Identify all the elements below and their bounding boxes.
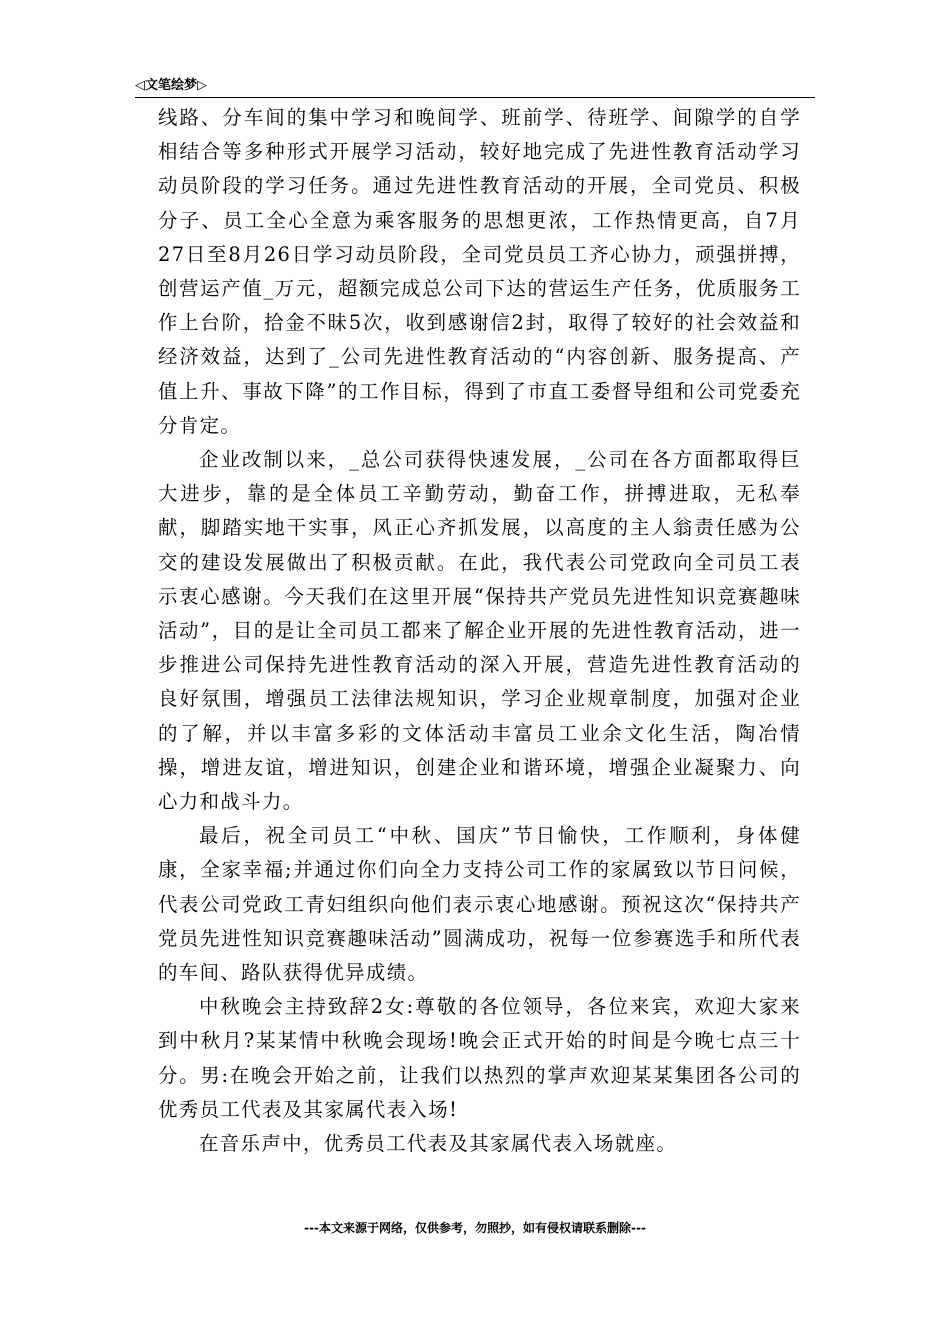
paragraph-5: 在音乐声中，优秀员工代表及其家属代表入场就座。 — [199, 1132, 678, 1156]
document-body — [158, 101, 801, 1161]
page-footer: ---本文来源于网络，仅供参考，勿照抄，如有侵权请联系删除--- — [304, 1221, 646, 1235]
header-divider — [135, 97, 815, 98]
paragraph-2: 企业改制以来，_总公司获得快速发展，_公司在各方面都取得巨大进步，靠的是全体员工辛勤劳动，勤奋工作，拼搏进取，无私奉献，脚踏实地干实事，风正心齐抓发展，以高度的主人翁责任感为公交的建设发展做出了积极贡献。在此，我代表公司党政向全司员工表示衷心感谢。今天我们在这里开展“保持共产党员先进性知识竞赛趣味活动”，目的是让全司员工都来了解企业开展的先进性教育活动，进一步推进公司保持先进性教育活动的深入开展，营造先进性教育活动的良好氛围，增强员工法律法规知识，学习企业规章制度，加强对企业的了解，并以丰富多彩的文体活动丰富员工业余文化生活，陶冶情操，增进友谊，增进知识，创建企业和谐环境，增强企业凝聚力、向心力和战斗力。 — [158, 448, 801, 814]
paragraph-4: 中秋晚会主持致辞2女:尊敬的各位领导，各位来宾，欢迎大家来到中秋月?某某情中秋晚会现场!晚会正式开始的时间是今晚七点三十分。男:在晚会开始之前，让我们以热烈的掌声欢迎某某集团各公司的优秀员工代表及其家属代表入场! — [158, 995, 801, 1121]
paragraph-1: 线路、分车间的集中学习和晚间学、班前学、待班学、间隙学的自学相结合等多种形式开展学习活动，较好地完成了先进性教育活动学习动员阶段的学习任务。通过先进性教育活动的开展，全司党员、积极分子、员工全心全意为乘客服务的思想更浓，工作热情更高，自7月27日至8月26日学习动员阶段，全司党员员工齐心协力，顽强拼搏，创营运产值_万元，超额完成总公司下达的营运生产任务，优质服务工作上台阶，拾金不昧5次，收到感谢信2封，取得了较好的社会效益和经济效益，达到了_公司先进性教育活动的“内容创新、服务提高、产值上升、事故下降”的工作目标，得到了市直工委督导组和公司党委充分肯定。 — [158, 106, 801, 437]
page-header: ◁文笔绘梦▷ — [135, 78, 207, 93]
paragraph-3: 最后，祝全司员工“中秋、国庆”节日愉快，工作顺利，身体健康，全家幸福;并通过你们向全力支持公司工作的家属致以节日问候，代表公司党政工青妇组织向他们表示衷心地感谢。预祝这次“保持共产党员先进性知识竞赛趣味活动”圆满成功，祝每一位参赛选手和所代表的车间、路队获得优异成绩。 — [158, 824, 801, 985]
